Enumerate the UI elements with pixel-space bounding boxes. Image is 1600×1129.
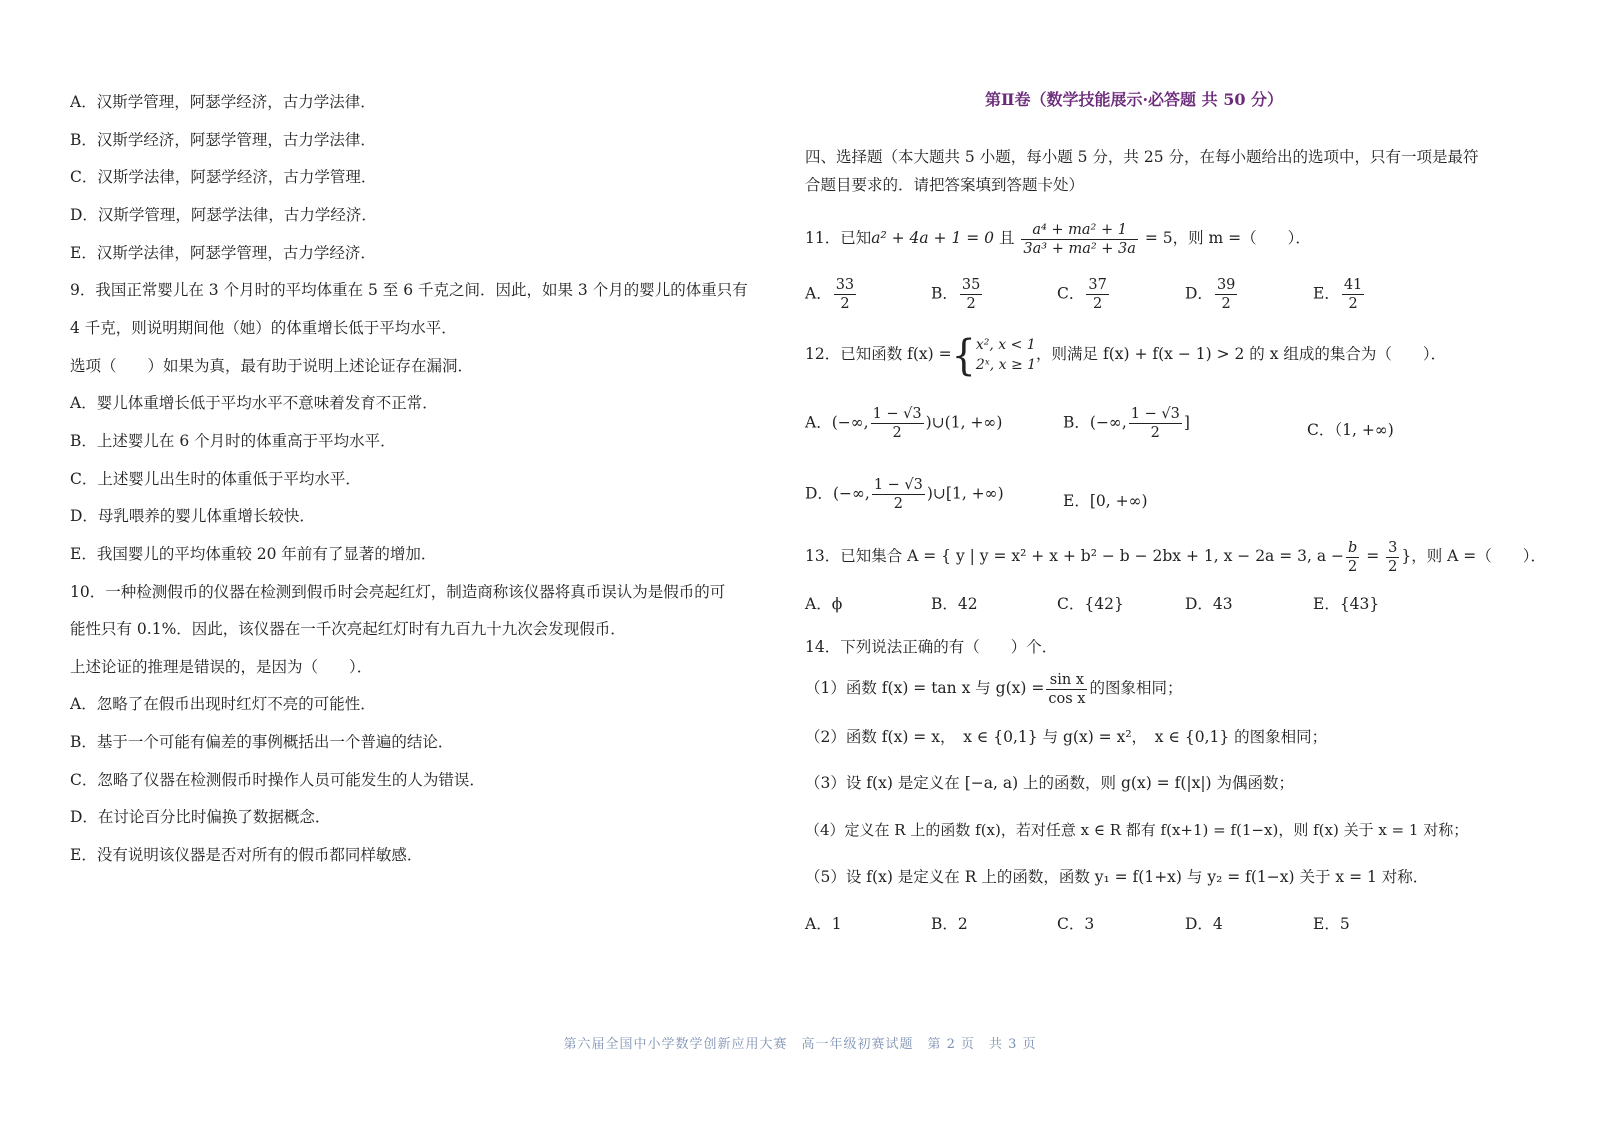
section-instructions: 四、选择题（本大题共 5 小题，每小题 5 分，共 25 分，在每小题给出的选项中，只有一项是最符 (805, 148, 1479, 166)
option-num: 1 − √3 (873, 477, 923, 493)
q14-option-b: B．2 (931, 915, 968, 933)
option-post: )∪[1, +∞) (926, 484, 1004, 503)
q11-frac-num: a⁴ + ma² + 1 (1021, 221, 1138, 240)
question-13 (805, 534, 1546, 578)
option-line: A．汉斯学管理，阿瑟学经济，古力学法律． (70, 93, 376, 111)
q11-and: 且 (994, 229, 1020, 247)
q14-statement-1 (805, 666, 1182, 710)
s1-den: cos x (1048, 690, 1086, 707)
option-den: 2 (840, 296, 850, 312)
option-num: 35 (961, 277, 981, 293)
option-line: B．汉斯学经济，阿瑟学管理，古力学法律． (70, 131, 376, 149)
option-den: 2 (1092, 296, 1103, 312)
option-line: A．忽略了在假币出现时红灯不亮的可能性． (70, 695, 376, 713)
option-num: 1 − √3 (1130, 406, 1180, 422)
q13-option-c: C．{42} (1057, 595, 1124, 613)
q11-option-c (1057, 276, 1111, 313)
question-10-stem-cont: 能性只有 0.1%．因此，该仪器在一千次亮起红灯时有九百九十九次会发现假币． (70, 620, 626, 638)
q11-condition: a² + 4a + 1 = 0 (871, 229, 995, 247)
question-10-prompt: 上述论证的推理是错误的，是因为（ ）． (70, 658, 373, 676)
section-instructions-cont: 合题目要求的．请把答案填到答题卡处） (805, 176, 1085, 194)
q11-suffix: ，则 m =（ ）． (1172, 229, 1311, 247)
q13-mid: = (1361, 547, 1385, 565)
q13-option-b: B．42 (931, 595, 978, 613)
option-den: 2 (966, 296, 976, 312)
section-title: 第Ⅱ卷（数学技能展示·必答题 共 50 分） (985, 90, 1284, 109)
option-den: 2 (1150, 425, 1160, 441)
q14-option-d: D．4 (1185, 915, 1223, 933)
q11-eq: = 5 (1139, 229, 1173, 247)
question-9-stem: 9．我国正常婴儿在 3 个月时的平均体重在 5 至 6 千克之间．因此，如果 3 个月的婴儿的体重只有 (70, 281, 748, 299)
option-label: E． (1313, 284, 1340, 303)
q13-prefix: 13．已知集合 A = { y | y = x² + x + b² − b − 2bx + 1, x − 2a = 3, a − (805, 547, 1345, 565)
option-num: 39 (1216, 277, 1236, 293)
option-line: E．汉斯学法律，阿瑟学管理，古力学经济． (70, 244, 376, 262)
option-den: 2 (1348, 296, 1358, 312)
option-line: B．上述婴儿在 6 个月时的体重高于平均水平． (70, 432, 396, 450)
option-pre: (−∞, (832, 484, 870, 503)
option-num: 37 (1088, 277, 1107, 293)
question-12 (805, 330, 1447, 380)
q11-option-a (805, 276, 858, 313)
q14-statement-3: （3）设 f(x) 是定义在 [−a, a) 上的函数，则 g(x) = f(|x|) 为偶函数； (805, 774, 1295, 792)
q14-option-a: A．1 (805, 915, 842, 933)
q12-prefix: 12．已知函数 f(x) = (805, 345, 952, 363)
option-num: 1 − √3 (872, 406, 922, 422)
option-label: D． (1185, 284, 1213, 303)
q12-option-e: E．[0, +∞) (1063, 492, 1148, 510)
option-line: D．母乳喂养的婴儿体重增长较快． (70, 507, 315, 525)
option-line: E．我国婴儿的平均体重较 20 年前有了显著的增加． (70, 545, 437, 563)
q14-statement-4: （4）定义在 R 上的函数 f(x)，若对任意 x ∈ R 都有 f(x+1) = f(1−x)，则 f(x) 关于 x = 1 对称； (805, 821, 1469, 839)
option-line: D．汉斯学管理，阿瑟学法律，古力学经济． (70, 206, 377, 224)
option-line: C．汉斯学法律，阿瑟学经济，古力学管理． (70, 168, 377, 186)
q12-cases (976, 335, 1036, 375)
q14-option-e: E．5 (1313, 915, 1350, 933)
q13-option-d: D．43 (1185, 595, 1233, 613)
q11-prefix: 11．已知 (805, 229, 872, 247)
q13-frac1-den: 2 (1348, 558, 1358, 575)
option-line: C．上述婴儿出生时的体重低于平均水平． (70, 470, 361, 488)
question-9-stem-cont: 4 千克，则说明期间他（她）的体重增长低于平均水平． (70, 319, 457, 337)
q14-option-c: C．3 (1057, 915, 1095, 933)
option-line: D．在讨论百分比时偏换了数据概念． (70, 808, 331, 826)
option-line: B．基于一个可能有偏差的事例概括出一个普遍的结论． (70, 733, 454, 751)
q12-option-a (805, 405, 1002, 442)
q13-frac1-num: b (1348, 539, 1358, 556)
q12-option-d (805, 476, 1004, 513)
q14-statement-2: （2）函数 f(x) = x， x ∈ {0,1} 与 g(x) = x²， x ∈ {0,1} 的图象相同； (805, 728, 1328, 746)
option-label: B． (1063, 413, 1090, 432)
option-line: C．忽略了仪器在检测假币时操作人员可能发生的人为错误． (70, 771, 485, 789)
option-den: 2 (892, 425, 902, 441)
option-line: E．没有说明该仪器是否对所有的假币都同样敏感． (70, 846, 423, 864)
s1-post: 的图象相同； (1089, 679, 1183, 697)
question-14: 14．下列说法正确的有（ ）个． (805, 638, 1058, 656)
option-post: ] (1183, 413, 1190, 432)
q14-statement-5: （5）设 f(x) 是定义在 R 上的函数，函数 y₁ = f(1+x) 与 y₂ = f(1−x) 关于 x = 1 对称． (805, 868, 1429, 886)
option-den: 2 (893, 496, 903, 512)
option-line: A．婴儿体重增长低于平均水平不意味着发育不正常． (70, 394, 438, 412)
option-pre: (−∞, (1089, 413, 1127, 432)
option-label: A． (805, 284, 832, 303)
q12-option-c: C．（1, +∞) (1307, 421, 1394, 439)
q12-case-1: x², x < 1 (975, 337, 1036, 353)
q12-case-2: 2ˣ, x ≥ 1 (975, 357, 1037, 373)
q13-option-e: E．{43} (1313, 595, 1380, 613)
q11-frac-den: 3a³ + ma² + 3a (1023, 240, 1136, 257)
page-footer: 第六届全国中小学数学创新应用大赛 高一年级初赛试题 第 2 页 共 3 页 (563, 1037, 1037, 1052)
option-label: C． (1057, 284, 1085, 303)
option-label: D． (805, 484, 833, 503)
q12-option-b (1063, 405, 1190, 442)
question-11 (805, 216, 1311, 260)
option-num: 33 (835, 277, 855, 293)
q13-option-a: A．ϕ (805, 595, 843, 613)
option-num: 41 (1343, 277, 1363, 293)
q13-frac2-num: 3 (1388, 539, 1398, 556)
q13-frac2-den: 2 (1388, 558, 1398, 575)
option-post: )∪(1, +∞) (925, 413, 1003, 432)
option-den: 2 (1221, 296, 1231, 312)
q11-option-d (1185, 276, 1239, 313)
question-10-stem: 10．一种检测假币的仪器在检测到假币时会亮起红灯，制造商称该仪器将真币误认为是假币的可 (70, 583, 726, 601)
s1-pre: （1）函数 f(x) = tan x 与 g(x) = (805, 679, 1045, 697)
option-pre: (−∞, (831, 413, 869, 432)
option-label: B． (931, 284, 958, 303)
q13-suffix: }，则 A =（ ）． (1401, 547, 1547, 565)
question-9-prompt: 选项（ ）如果为真，最有助于说明上述论证存在漏洞． (70, 357, 474, 375)
q11-fraction (1021, 221, 1138, 258)
q12-suffix: ，则满足 f(x) + f(x − 1) > 2 的 x 组成的集合为（ ）． (1036, 345, 1447, 363)
brace-icon: { (951, 330, 976, 380)
q11-option-b (931, 276, 984, 313)
s1-num: sin x (1046, 671, 1087, 690)
q11-option-e (1313, 276, 1366, 313)
option-label: A． (805, 413, 832, 432)
